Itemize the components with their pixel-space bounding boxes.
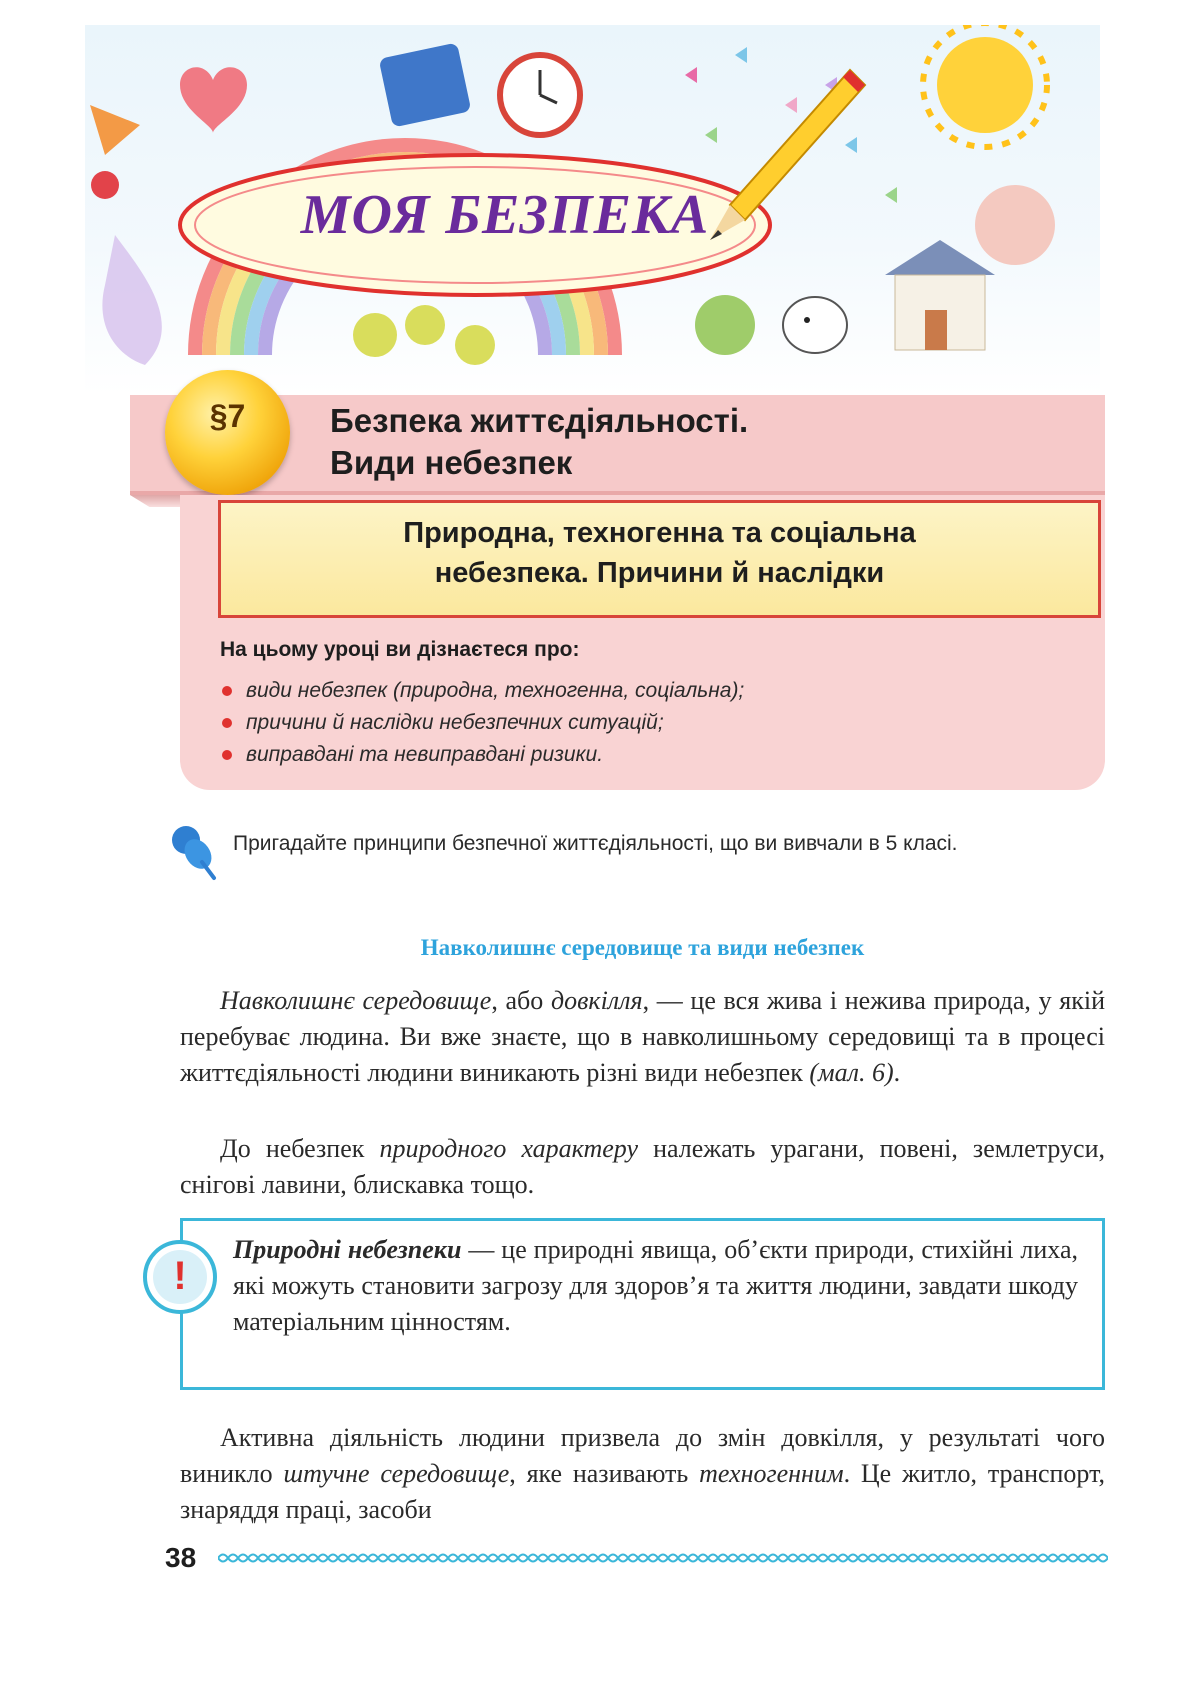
broccoli-illustration bbox=[695, 295, 755, 355]
section-title-line2: Види небезпек bbox=[330, 444, 573, 481]
bullet-icon bbox=[222, 718, 232, 728]
tablet-illustration bbox=[379, 42, 472, 127]
bullet-icon bbox=[222, 686, 232, 696]
chapter-title: МОЯ БЕЗПЕКА bbox=[300, 184, 710, 246]
section-title bbox=[330, 400, 1050, 484]
section-number-badge bbox=[165, 370, 290, 495]
term-natural-character: природного характеру bbox=[379, 1134, 638, 1163]
term-environment: Навколишнє середовище bbox=[220, 986, 492, 1015]
paragraph-natural-hazards: До небезпек природного характеру належать урагани, повені, землетруси, снігові лавини, блискавка тощо. bbox=[180, 1134, 1105, 1199]
pushpin-icon bbox=[168, 822, 220, 882]
house-illustration bbox=[885, 240, 995, 350]
paragraph-technogenic: Активна діяльність людини призвела до змін довкілля, у результаті чого виникло штучне середовище, яке називають техногенним. Це житло, транспорт, знаряддя праці, засоби bbox=[180, 1423, 1105, 1524]
section-number: §7 bbox=[209, 398, 246, 434]
topic-line2: небезпека. Причини й наслідки bbox=[434, 557, 885, 589]
sun-illustration bbox=[937, 37, 1033, 133]
subsection-heading: Навколишнє середовище та види небезпек bbox=[420, 935, 865, 960]
ballerina-illustration bbox=[102, 235, 161, 365]
topic-box bbox=[218, 500, 1101, 618]
paragraph-environment: Навколишнє середовище, або довкілля, — це вся жива і неживa природа, у якій перебуває людина. Ви вже знаєте, що в навколишньому середовищі та в процесі життєдіяльності людини виникають різні види небезпек (мал. 6). bbox=[180, 986, 1105, 1087]
puppy-illustration bbox=[783, 297, 847, 353]
bullet-icon bbox=[222, 750, 232, 760]
definition-term: Природні небезпеки bbox=[233, 1235, 462, 1264]
list-item: виправдані та невиправдані ризики. bbox=[220, 739, 1070, 771]
heart-icon bbox=[180, 67, 247, 133]
term-artificial-environment: штучне середовище bbox=[283, 1459, 510, 1488]
figure-reference: (мал. 6) bbox=[809, 1058, 894, 1087]
definition-text: Природні небезпеки — це природні явища, об’єкти природи, стихійні лиха, які можуть становити загрозу для здоров’я та життя людини, завдати шкоду матеріальним цінностям. bbox=[233, 1235, 1079, 1336]
list-item: види небезпек (природна, техногенна, соціальна); bbox=[220, 675, 1070, 707]
apple-illustration bbox=[91, 171, 119, 199]
carrot-illustration bbox=[90, 105, 140, 155]
footer-decorative-line bbox=[218, 1551, 1108, 1565]
objectives-list bbox=[220, 675, 1070, 771]
objectives-heading: На цьому уроці ви дізнаєтеся про: bbox=[220, 638, 580, 661]
topic-title bbox=[221, 513, 1098, 593]
topic-line1: Природна, техногенна та соціальна bbox=[403, 517, 916, 549]
term-dovkillia: довкілля bbox=[550, 986, 643, 1015]
recall-note: Пригадайте принципи безпечної життєдіяльності, що ви вивчали в 5 класі. bbox=[233, 832, 958, 855]
molecule-illustration bbox=[353, 305, 495, 365]
page-number: 38 bbox=[165, 1542, 197, 1573]
list-item: причини й наслідки небезпечних ситуацій; bbox=[220, 707, 1070, 739]
section-title-line1: Безпека життєдіяльності. bbox=[330, 402, 749, 439]
mother-child-illustration bbox=[975, 185, 1055, 265]
term-technogenic: техногенним bbox=[699, 1459, 844, 1488]
warning-icon: ! bbox=[143, 1240, 217, 1314]
